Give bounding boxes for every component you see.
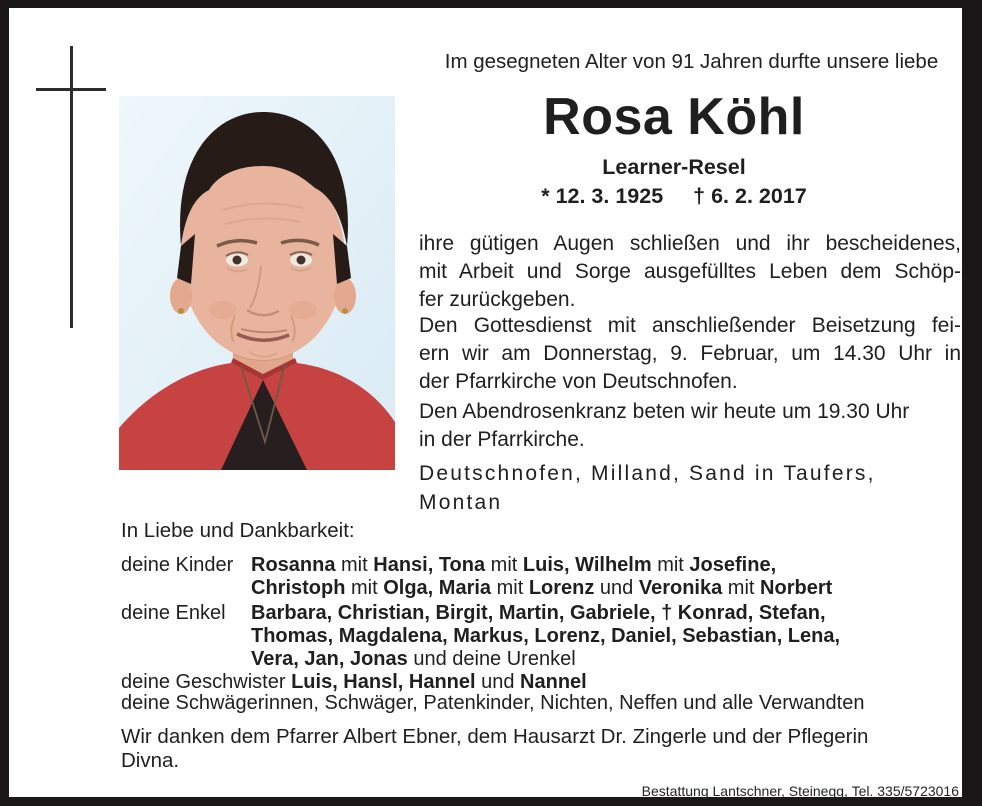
- family-member-name: Luis, Hansl, Hannel: [291, 671, 476, 693]
- paragraph-farewell: [419, 230, 961, 314]
- children-names-line: [251, 577, 961, 600]
- family-member-name: Hansi, Tona: [373, 554, 486, 576]
- cross-horizontal-bar: [36, 88, 106, 91]
- paragraph-line: fer zurückgeben.: [419, 288, 576, 311]
- mourners-heading: In Liebe und Dankbarkeit:: [121, 519, 355, 542]
- connector-text: mit: [491, 576, 529, 599]
- portrait-illustration: [119, 96, 395, 470]
- connector-text: mit: [345, 576, 384, 599]
- connector-text: und deine Urenkel: [407, 648, 576, 670]
- places-line-1: Deutschnofen, Milland, Sand in Taufers,: [419, 462, 876, 485]
- grandchildren-label: deine Enkel: [121, 602, 226, 624]
- paragraph-line: der Pfarrkirche von Deutschnofen.: [419, 370, 738, 393]
- places-line: [419, 459, 961, 517]
- family-member-name: Veronika: [638, 576, 723, 599]
- paragraph-line: Den Abendrosenkranz beten wir heute um 19.30 Uhr: [419, 400, 910, 423]
- death-date: † 6. 2. 2017: [693, 184, 807, 208]
- family-member-name: Thomas, Magdalena, Markus, Lorenz, Daniel, Sebastian, Lena,: [251, 625, 841, 647]
- maiden-name: Learner-Resel: [602, 155, 746, 179]
- paragraph-line: ern wir am Donnerstag, 9. Februar, um 14.30 Uhr in: [419, 342, 961, 365]
- grandchildren-names-line: [251, 625, 961, 648]
- funeral-home-credit: Bestattung Lantschner, Steinegg, Tel. 335/5723016: [641, 783, 959, 799]
- portrait-photo: [119, 96, 395, 470]
- connector-text: deine Schwägerinnen, Schwäger, Patenkinder, Nichten, Neffen und alle Verwandten: [121, 692, 865, 714]
- connector-text: mit: [722, 576, 761, 599]
- connector-text: deine Geschwister: [121, 671, 292, 693]
- paragraph-line: mit Arbeit und Sorge ausgefülltes Leben dem Schöp-: [419, 260, 961, 283]
- grandchildren-names-line: [251, 648, 961, 671]
- thanks-line: Wir danken dem Pfarrer Albert Ebner, dem Hausarzt Dr. Zingerle und der Pflegerin: [121, 725, 869, 748]
- deceased-name: Rosa Köhl: [543, 88, 805, 146]
- connector-text: mit: [335, 554, 374, 576]
- paragraph-rosary: [419, 398, 961, 454]
- children-label: deine Kinder: [121, 554, 234, 576]
- family-member-name: Josefine,: [689, 554, 777, 576]
- paragraph-line: Den Gottesdienst mit anschließender Beisetzung fei-: [419, 314, 961, 337]
- thanks-line: Divna.: [121, 749, 180, 772]
- places-line-2: Montan: [419, 491, 503, 514]
- family-member-name: Lorenz: [528, 576, 595, 599]
- intro-line: Im gesegneten Alter von 91 Jahren durfte unsere liebe: [444, 50, 939, 73]
- family-member-name: Luis, Wilhelm: [522, 554, 652, 576]
- siblings-row: [121, 671, 961, 694]
- obituary-card: [9, 8, 962, 797]
- connector-text: mit: [485, 554, 523, 576]
- children-names-line: [251, 554, 961, 577]
- connector-text: mit: [651, 554, 690, 576]
- inlaws-row: [121, 692, 961, 715]
- grandchildren-row: [121, 602, 961, 671]
- family-member-name: Olga, Maria: [383, 576, 492, 599]
- children-row: [121, 554, 961, 599]
- thanks-paragraph: [121, 725, 963, 773]
- paragraph-line: ihre gütigen Augen schließen und ihr bescheidenes,: [419, 232, 961, 255]
- birth-date: * 12. 3. 1925: [541, 184, 664, 208]
- connector-text: und: [475, 671, 521, 693]
- family-member-name: Norbert: [760, 576, 833, 599]
- paragraph-line: in der Pfarrkirche.: [419, 428, 585, 451]
- family-member-name: Christoph: [251, 576, 346, 599]
- family-member-name: Rosanna: [251, 554, 336, 576]
- paragraph-funeral-service: [419, 312, 961, 396]
- family-member-name: Barbara, Christian, Birgit, Martin, Gabriele, † Konrad, Stefan,: [251, 602, 826, 624]
- life-dates: [419, 183, 929, 209]
- family-member-name: Vera, Jan, Jonas: [251, 648, 408, 670]
- family-member-name: Nannel: [520, 671, 587, 693]
- grandchildren-names-line: [251, 602, 961, 625]
- connector-text: und: [594, 576, 639, 599]
